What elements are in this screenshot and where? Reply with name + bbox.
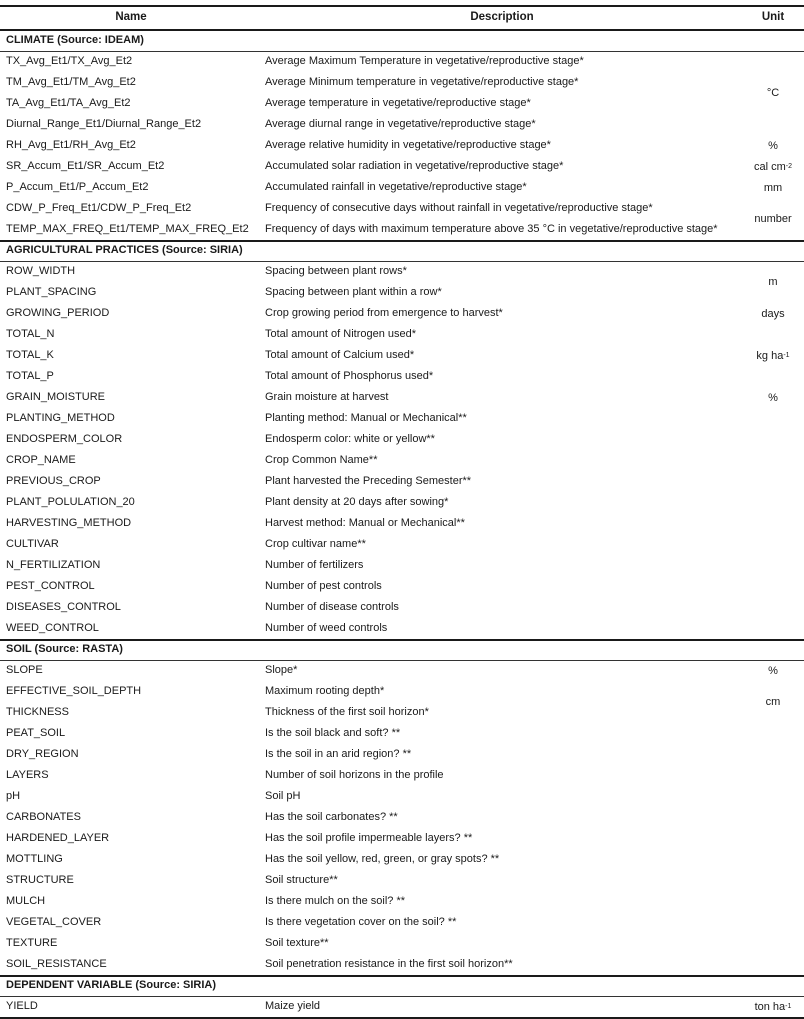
variable-name: CARBONATES	[6, 811, 81, 823]
variable-name: SLOPE	[6, 664, 43, 676]
table-row	[0, 534, 804, 555]
variable-name: TEXTURE	[6, 937, 58, 949]
variable-name: PEAT_SOIL	[6, 727, 66, 739]
header-name: Name	[115, 11, 147, 23]
unit-text: ton ha	[754, 1000, 786, 1013]
section-title: DEPENDENT VARIABLE (Source: SIRIA)	[6, 979, 217, 991]
table-row	[0, 345, 804, 366]
variable-description: Has the soil carbonates? **	[265, 811, 398, 823]
variable-description: Harvest method: Manual or Mechanical**	[265, 517, 465, 529]
variable-description: Grain moisture at harvest	[265, 391, 389, 403]
unit-cell	[742, 387, 804, 408]
table-row	[0, 471, 804, 492]
unit-text: %	[768, 664, 778, 677]
variable-description: Crop Common Name**	[265, 454, 378, 466]
variable-name: N_FERTILIZATION	[6, 559, 101, 571]
variable-name: DRY_REGION	[6, 748, 79, 760]
variable-name: EFFECTIVE_SOIL_DEPTH	[6, 685, 142, 697]
table-row	[0, 828, 804, 849]
variable-description: Is the soil black and soft? **	[265, 727, 401, 739]
variable-name: THICKNESS	[6, 706, 69, 718]
variable-description: Crop cultivar name**	[265, 538, 366, 550]
variable-description: Frequency of consecutive days without rainfall in vegetative/reproductive stage*	[265, 202, 653, 214]
variable-description: Crop growing period from emergence to harvest*	[265, 307, 503, 319]
variable-description: Number of pest controls	[265, 580, 382, 592]
table-row	[0, 891, 804, 912]
table-row	[0, 51, 804, 72]
table-row	[0, 177, 804, 198]
table-row	[0, 912, 804, 933]
table-row	[0, 303, 804, 324]
variable-description: Total amount of Phosphorus used*	[265, 370, 434, 382]
table-row	[0, 681, 804, 702]
table-row	[0, 219, 804, 240]
variable-description: Plant density at 20 days after sowing*	[265, 496, 449, 508]
variable-name: TOTAL_N	[6, 328, 55, 340]
variable-description: Soil pH	[265, 790, 301, 802]
unit-cell	[742, 135, 804, 156]
variable-name: PLANT_POLULATION_20	[6, 496, 135, 508]
variable-description: Is there vegetation cover on the soil? **	[265, 916, 457, 928]
variable-name: GRAIN_MOISTURE	[6, 391, 106, 403]
unit-cell	[742, 660, 804, 681]
table-row	[0, 282, 804, 303]
variable-description: Spacing between plant rows*	[265, 265, 407, 277]
variable-name: LAYERS	[6, 769, 49, 781]
table-row	[0, 555, 804, 576]
variable-description: Number of fertilizers	[265, 559, 364, 571]
table-header-row	[0, 7, 804, 28]
variable-description: Number of weed controls	[265, 622, 388, 634]
unit-cell: ton ha -1	[754, 1000, 792, 1013]
table-row	[0, 996, 804, 1017]
unit-cell	[742, 681, 804, 723]
unit-text: °C	[766, 87, 780, 99]
variable-description: Number of soil horizons in the profile	[265, 769, 444, 781]
variable-name: STRUCTURE	[6, 874, 74, 886]
table-row	[0, 93, 804, 114]
table-row	[0, 72, 804, 93]
table-row	[0, 429, 804, 450]
variable-description: Maize yield	[265, 1000, 321, 1012]
unit-text: kg ha	[756, 349, 784, 362]
variable-name: VEGETAL_COVER	[6, 916, 102, 928]
unit-text: mm	[763, 181, 783, 194]
variable-name: TA_Avg_Et1/TA_Avg_Et2	[6, 97, 131, 109]
unit-text: days	[761, 307, 785, 320]
table-row	[0, 660, 804, 681]
variable-name: DISEASES_CONTROL	[6, 601, 121, 613]
variable-name: YIELD	[6, 1000, 38, 1012]
table-row	[0, 135, 804, 156]
variable-name: TM_Avg_Et1/TM_Avg_Et2	[6, 76, 136, 88]
variable-description: Is the soil in an arid region? **	[265, 748, 412, 760]
variable-description: Accumulated rainfall in vegetative/reproductive stage*	[265, 181, 527, 193]
variable-description: Average Minimum temperature in vegetative/reproductive stage*	[265, 76, 579, 88]
unit-text: %	[768, 139, 778, 152]
variable-name: TEMP_MAX_FREQ_Et1/TEMP_MAX_FREQ_Et2	[6, 223, 249, 235]
table-row	[0, 576, 804, 597]
table-row	[0, 261, 804, 282]
variable-name: PLANT_SPACING	[6, 286, 97, 298]
variable-description: Average temperature in vegetative/reproductive stage*	[265, 97, 531, 109]
variable-name: SR_Accum_Et1/SR_Accum_Et2	[6, 160, 165, 172]
variable-description: Number of disease controls	[265, 601, 399, 613]
variable-name: ROW_WIDTH	[6, 265, 76, 277]
unit-text: m	[768, 276, 778, 288]
section-title: CLIMATE (Source: IDEAM)	[6, 34, 144, 46]
variable-name: PLANTING_METHOD	[6, 412, 115, 424]
variable-name: TOTAL_P	[6, 370, 54, 382]
variable-description: Average diurnal range in vegetative/reproductive stage*	[265, 118, 536, 130]
section-title: SOIL (Source: RASTA)	[6, 643, 123, 655]
variable-name: SOIL_RESISTANCE	[6, 958, 107, 970]
variable-name: P_Accum_Et1/P_Accum_Et2	[6, 181, 149, 193]
variable-name: CULTIVAR	[6, 538, 59, 550]
table-row	[0, 954, 804, 975]
variable-name: HARDENED_LAYER	[6, 832, 110, 844]
table-row	[0, 324, 804, 345]
variable-name: GROWING_PERIOD	[6, 307, 110, 319]
section-header-row	[0, 30, 804, 51]
variable-description: Maximum rooting depth*	[265, 685, 385, 697]
table-row	[0, 702, 804, 723]
variable-name: RH_Avg_Et1/RH_Avg_Et2	[6, 139, 136, 151]
variable-name: PREVIOUS_CROP	[6, 475, 101, 487]
variable-name: ENDOSPERM_COLOR	[6, 433, 123, 445]
variable-description: Slope*	[265, 664, 298, 676]
variable-name: PEST_CONTROL	[6, 580, 95, 592]
variable-description: Total amount of Nitrogen used*	[265, 328, 417, 340]
unit-text: cm	[765, 696, 781, 708]
unit-text: number	[754, 213, 792, 225]
variable-description: Average Maximum Temperature in vegetative/reproductive stage*	[265, 55, 584, 67]
unit-cell: cal cm -2	[753, 160, 792, 173]
table-row	[0, 786, 804, 807]
header-unit: Unit	[761, 11, 785, 23]
variable-name: TOTAL_K	[6, 349, 54, 361]
table-row	[0, 618, 804, 639]
variable-name: HARVESTING_METHOD	[6, 517, 132, 529]
table-row	[0, 849, 804, 870]
variable-name: Diurnal_Range_Et1/Diurnal_Range_Et2	[6, 118, 202, 130]
unit-text: %	[768, 391, 778, 404]
unit-text: cal cm	[753, 160, 786, 173]
section-header-row	[0, 240, 804, 261]
variable-description: Soil penetration resistance in the first soil horizon**	[265, 958, 513, 970]
table-row	[0, 198, 804, 219]
unit-cell	[742, 303, 804, 324]
table-row	[0, 870, 804, 891]
table-row	[0, 450, 804, 471]
unit-cell	[742, 198, 804, 240]
unit-cell	[742, 51, 804, 135]
section-title: AGRICULTURAL PRACTICES (Source: SIRIA)	[6, 244, 243, 256]
variable-description: Endosperm color: white or yellow**	[265, 433, 435, 445]
variable-description: Accumulated solar radiation in vegetative/reproductive stage*	[265, 160, 564, 172]
table-row	[0, 597, 804, 618]
section-header-row	[0, 639, 804, 660]
table-row	[0, 366, 804, 387]
table-row	[0, 933, 804, 954]
table-row	[0, 513, 804, 534]
unit-cell	[742, 261, 804, 303]
variable-description: Soil texture**	[265, 937, 329, 949]
table-row	[0, 114, 804, 135]
variable-description: Total amount of Calcium used*	[265, 349, 415, 361]
table-row	[0, 765, 804, 786]
table-row	[0, 807, 804, 828]
variable-name: MULCH	[6, 895, 46, 907]
variable-name: pH	[6, 790, 21, 802]
variable-description: Planting method: Manual or Mechanical**	[265, 412, 467, 424]
variable-description: Thickness of the first soil horizon*	[265, 706, 429, 718]
table-row	[0, 744, 804, 765]
variable-description: Soil structure**	[265, 874, 338, 886]
variable-name: CDW_P_Freq_Et1/CDW_P_Freq_Et2	[6, 202, 192, 214]
variable-description: Frequency of days with maximum temperature above 35 °C in vegetative/reproductive stage*	[265, 223, 718, 235]
variable-name: CROP_NAME	[6, 454, 76, 466]
unit-cell	[742, 177, 804, 198]
variable-description: Has the soil yellow, red, green, or gray spots? **	[265, 853, 500, 865]
variable-name: TX_Avg_Et1/TX_Avg_Et2	[6, 55, 133, 67]
table-row	[0, 387, 804, 408]
table-row	[0, 408, 804, 429]
section-header-row	[0, 975, 804, 996]
variable-description: Has the soil profile impermeable layers? **	[265, 832, 473, 844]
variable-description: Plant harvested the Preceding Semester**	[265, 475, 472, 487]
variable-name: WEED_CONTROL	[6, 622, 99, 634]
table-row	[0, 156, 804, 177]
table-row	[0, 723, 804, 744]
unit-cell: kg ha -1	[756, 349, 790, 362]
header-description: Description	[470, 11, 534, 23]
variable-name: MOTTLING	[6, 853, 63, 865]
variable-description: Average relative humidity in vegetative/reproductive stage*	[265, 139, 551, 151]
variable-description: Is there mulch on the soil? **	[265, 895, 406, 907]
table-row	[0, 492, 804, 513]
variable-description: Spacing between plant within a row*	[265, 286, 442, 298]
